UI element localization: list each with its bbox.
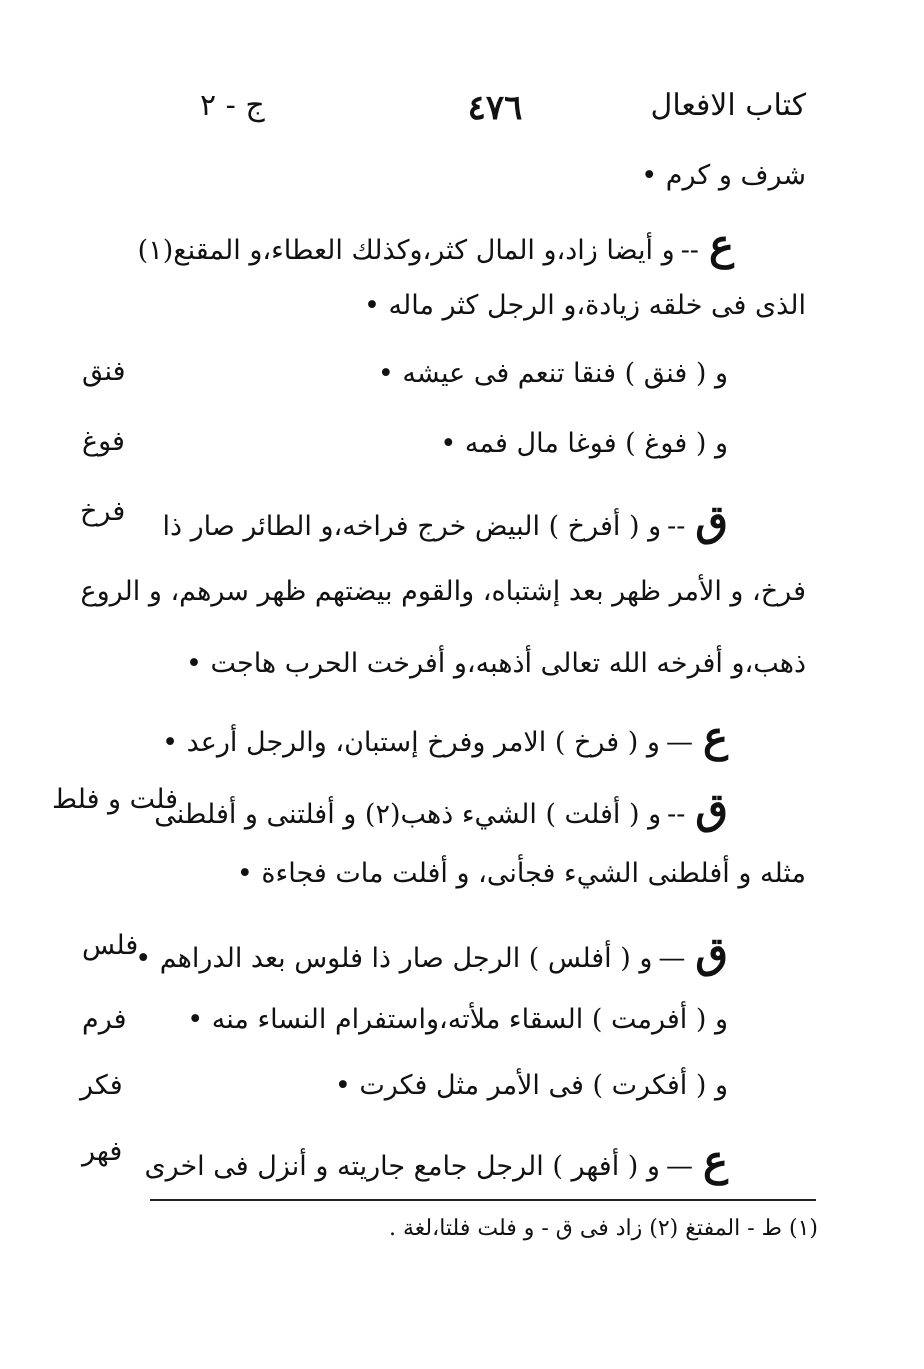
entry-dash: —: [658, 943, 686, 974]
text-line: [364, 290, 806, 321]
entry-line: [163, 496, 729, 545]
line-text: و ( أفلت ) الشيء ذهب(٢) و أفلتنى و أفلطنى: [154, 799, 662, 830]
text-line: [80, 576, 806, 607]
line-text: و ( فوغ ) فوغا مال فمه •: [440, 428, 728, 459]
entry-line: [138, 220, 734, 269]
line-text: و ( فنق ) فنقا تنعم فى عيشه •: [377, 358, 728, 389]
entry-letter: ع: [702, 712, 728, 761]
margin-root-word: فوغ: [82, 426, 125, 457]
margin-root-word: فرم: [82, 1004, 127, 1035]
text-line: [237, 858, 806, 889]
line-text: شرف و كرم •: [641, 160, 806, 191]
entry-dash: —: [665, 1151, 693, 1182]
entry-line: [135, 928, 728, 977]
text-line: [187, 1004, 728, 1035]
line-text: ذهب،و أفرخه الله تعالى أذهبه،و أفرخت الحرب هاجت •: [185, 648, 806, 679]
line-text: الذى فى خلقه زيادة،و الرجل كثر ماله •: [364, 290, 806, 321]
footnote-divider: [150, 1199, 816, 1201]
margin-root-word: فكر: [80, 1070, 123, 1101]
entry-dash: --: [667, 799, 686, 830]
line-text: و ( أفلس ) الرجل صار ذا فلوس بعد الدراهم •: [135, 943, 653, 974]
text-line: [440, 428, 728, 459]
margin-root-word: فنق: [82, 356, 126, 387]
entry-letter: ع: [702, 1136, 728, 1185]
entry-line: [144, 1136, 728, 1185]
margin-root-word: فهر: [82, 1136, 123, 1167]
line-text: و ( أفكرت ) فى الأمر مثل فكرت •: [334, 1070, 728, 1101]
line-text: مثله و أفلطنى الشيء فجأنى، و أفلت مات فجاءة •: [236, 858, 806, 889]
entry-line: [162, 712, 728, 761]
entry-dash: --: [680, 235, 699, 266]
margin-root-word: فرخ: [80, 496, 126, 527]
entry-letter: ق: [695, 928, 728, 977]
line-text: و ( أفرمت ) السقاء ملأته،واستفرام النساء منه •: [187, 1004, 728, 1035]
text-line: [378, 358, 728, 389]
text-line: [641, 160, 806, 191]
line-text: فرخ، و الأمر ظهر بعد إشتباه، والقوم بيضتهم ظهر سرهم، و الروع: [80, 576, 806, 607]
page-number: ٤٧٦: [467, 88, 523, 128]
entry-dash: —: [665, 727, 693, 758]
line-text: و أيضا زاد،و المال كثر،وكذلك العطاء،و المقنع(١): [137, 235, 675, 266]
text-line: [335, 1070, 728, 1101]
text-line: [186, 648, 806, 679]
entry-dash: --: [667, 511, 686, 542]
entry-letter: ع: [708, 220, 734, 269]
margin-root-word: فلس: [82, 930, 139, 961]
entry-line: [154, 784, 728, 833]
footnote: (١) ط - المفتغ (٢) زاد فى ق - و فلت فلتا،لغة .: [389, 1216, 818, 1241]
line-text: و ( أفرخ ) البيض خرج فراخه،و الطائر صار ذا: [162, 511, 662, 542]
line-text: و ( فرخ ) الامر وفرخ إستبان، والرجل أرعد •: [162, 727, 660, 758]
entry-letter: ق: [695, 784, 728, 833]
entry-letter: ق: [695, 496, 728, 545]
book-title: كتاب الافعال: [650, 88, 806, 123]
part-number: ج - ٢: [200, 88, 265, 123]
line-text: و ( أفهر ) الرجل جامع جاريته و أنزل فى اخرى: [144, 1151, 660, 1182]
margin-root-word: فلت و فلط: [52, 784, 179, 815]
